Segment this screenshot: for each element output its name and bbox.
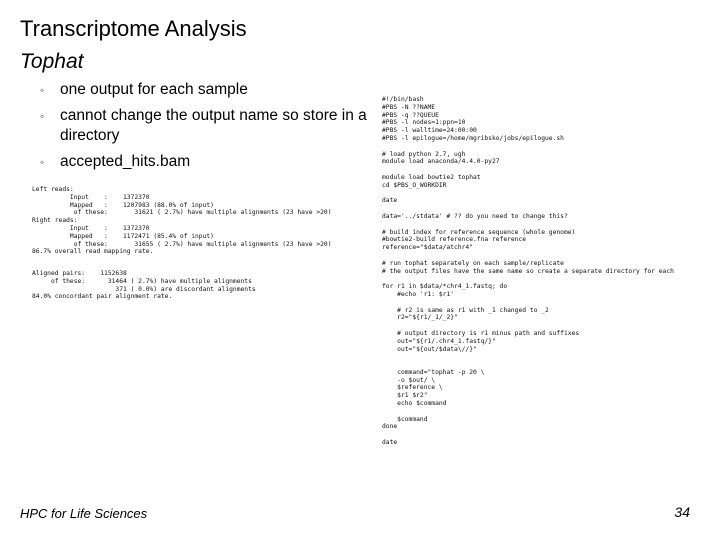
- bullet-marker-icon: ◦: [40, 155, 45, 169]
- bullet-text: one output for each sample: [60, 81, 248, 98]
- tophat-summary-reads: Left reads: Input : 1372370 Mapped : 1207983 (88.0% of input) of these: 31621 ( 2.7%) have multiple alignments (23 have >20) Right reads: Input : 1372370 Mapped : 1172471 (85.4% of input) of these: 31655 ( 2.7%) have multiple alignments (23 have >20) 86.7% overall read mapping rate.: [32, 186, 332, 256]
- bullet-text: cannot change the output name so store in a directory: [60, 107, 367, 144]
- slide-title: Transcriptome Analysis: [20, 16, 247, 41]
- page-number: 34: [674, 504, 690, 520]
- bullet-item: [40, 106, 370, 146]
- tophat-summary-pairs: Aligned pairs: 1152638 of these: 31464 ( 2.7%) have multiple alignments 371 ( 0.0%) are discordant alignments 84.0% concordant pair alignment rate.: [32, 270, 256, 301]
- footer-text: HPC for Life Sciences: [20, 506, 148, 521]
- bullet-item: [40, 80, 370, 100]
- bullet-marker-icon: ◦: [40, 83, 45, 97]
- bullet-marker-icon: ◦: [40, 109, 45, 123]
- slide-subtitle: Tophat: [20, 50, 84, 73]
- bullet-list: [40, 80, 370, 178]
- pbs-script-code: #!/bin/bash #PBS -N ??NAME #PBS -q ??QUEUE #PBS -l nodes=1:ppn=10 #PBS -l walltime=24:00:00 #PBS -l epilogue=/home/mgribsko/jobs/epilogue.sh # load python 2.7, ugh module load anaconda/4.4.0-py27 module load bowtie2 tophat cd $PBS_O_WORKDIR date data='../stdata' # ?? do you need to change this? # build index for reference sequence (whole genome) #bowtie2-build reference.fna reference reference="$data/atchr4" # run tophat separately on each sample/replicate # the output files have the same name so create a separate directory for each for r1 in $data/*chr4_1.fastq; do #echo 'r1: $r1' # r2 is same as r1 with _1 changed to _2 r2="${r1/_1/_2}" # output directory is r1 minus path and suffixes out="${r1/.chr4_1.fastq/}" out="${out/$data\//}" command="tophat -p 20 \ -o $out/ \ $reference \ $r1 $r2" echo $command $command done date: [382, 96, 674, 447]
- bullet-item: [40, 152, 370, 172]
- bullet-text: accepted_hits.bam: [60, 153, 191, 170]
